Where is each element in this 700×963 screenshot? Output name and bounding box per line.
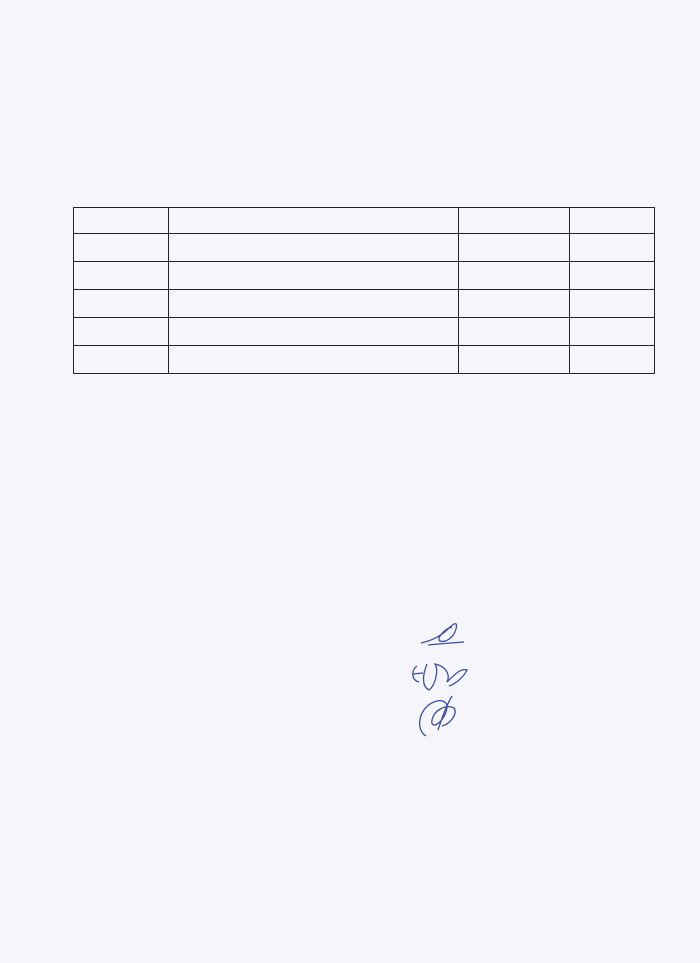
- table-row: [74, 318, 655, 346]
- total-portion-cell: [74, 346, 169, 374]
- table-header-row: [74, 208, 655, 234]
- menu-table: [73, 207, 655, 374]
- dish-cell: [169, 234, 458, 262]
- portion-cell: [74, 234, 169, 262]
- column-header-dish: [169, 208, 458, 234]
- decorative-border-bottom: [26, 905, 651, 931]
- kcal-cell: [570, 290, 655, 318]
- portion-cell: [74, 262, 169, 290]
- dish-cell: [169, 262, 458, 290]
- column-header-price: [458, 208, 570, 234]
- total-row: [74, 346, 655, 374]
- column-header-kcal: [570, 208, 655, 234]
- portion-cell: [74, 290, 169, 318]
- signature-mikheeva: [418, 617, 466, 649]
- column-header-portion: [74, 208, 169, 234]
- price-cell: [458, 262, 570, 290]
- table-row: [74, 262, 655, 290]
- price-cell: [458, 318, 570, 346]
- signature-syunyaeva: [412, 690, 468, 742]
- kcal-cell: [570, 234, 655, 262]
- dish-cell: [169, 318, 458, 346]
- total-kcal: [570, 346, 655, 374]
- dish-cell: [169, 290, 458, 318]
- total-label: [169, 346, 458, 374]
- total-price: [458, 346, 570, 374]
- portion-cell: [74, 318, 169, 346]
- kcal-cell: [570, 318, 655, 346]
- price-cell: [458, 290, 570, 318]
- decorative-border-left: [26, 52, 48, 904]
- kcal-cell: [570, 262, 655, 290]
- table-row: [74, 234, 655, 262]
- decorative-border-right: [628, 52, 650, 904]
- price-cell: [458, 234, 570, 262]
- decorative-border-top: [26, 26, 651, 52]
- table-row: [74, 290, 655, 318]
